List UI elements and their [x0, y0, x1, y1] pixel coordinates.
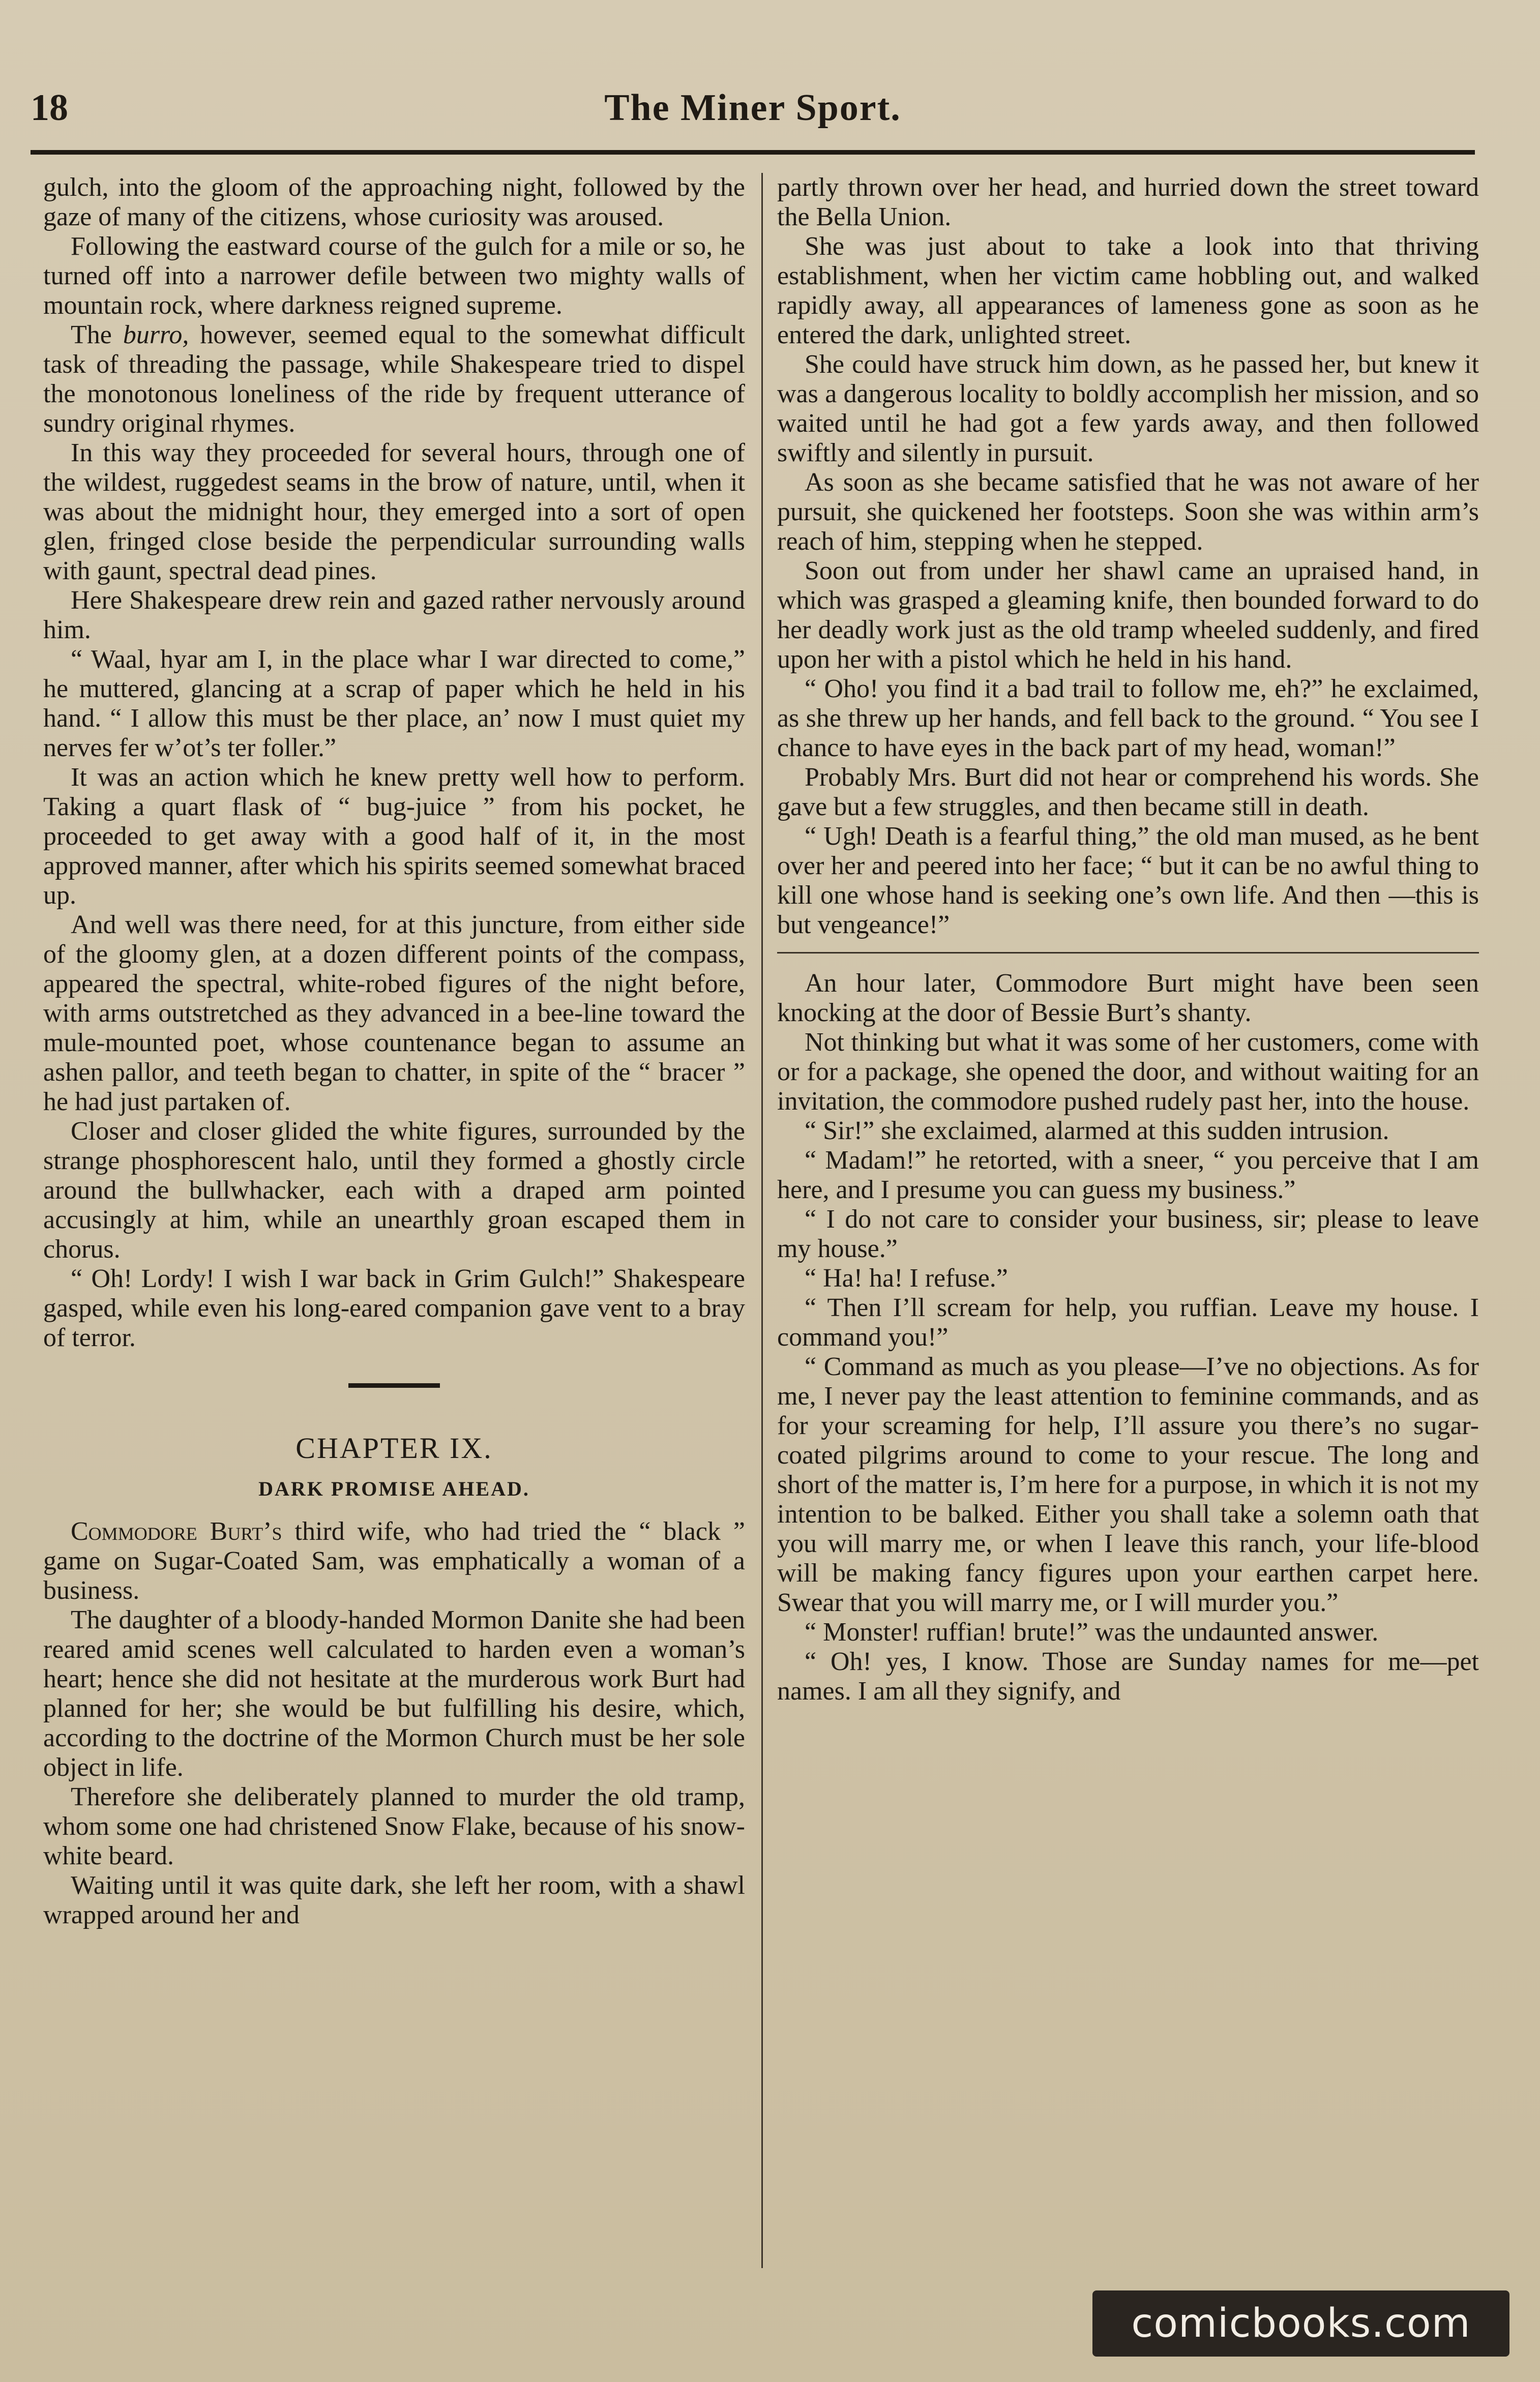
section-break-rule [348, 1383, 440, 1388]
paragraph: gulch, into the gloom of the approaching night, followed by the gaze of many of the citizens, whose curiosity was aroused. [43, 173, 745, 231]
paragraph: An hour later, Commodore Burt might have been seen knocking at the door of Bessie Burt’s shanty. [777, 969, 1479, 1027]
paragraph: Here Shakespeare drew rein and gazed rather nervously around him. [43, 586, 745, 644]
scene-break-rule [777, 952, 1479, 954]
paragraph: As soon as she became satisfied that he was not aware of her pursuit, she quickened her footsteps. Soon she was within arm’s reach of him, stepping when he stepped. [777, 468, 1479, 556]
paragraph: Therefore she deliberately planned to murder the old tramp, whom some one had christened Snow Flake, because of his snow-white beard. [43, 1782, 745, 1870]
paragraph: partly thrown over her head, and hurried down the street toward the Bella Union. [777, 173, 1479, 231]
page-number: 18 [31, 87, 68, 129]
paragraph: It was an action which he knew pretty well how to perform. Taking a quart flask of “ bug-juice ” from his pocket, he proceeded to get away with a good half of it, in the most approved manner, after which his spirits seemed somewhat braced up. [43, 763, 745, 910]
paragraph: The daughter of a bloody-handed Mormon Danite she had been reared amid scenes well calculated to harden even a woman’s heart; hence she did not hesitate at the murderous work Burt had planned for her; she would be but fulfilling his desire, which, according to the doctrine of the Mormon Church must be her sole object in life. [43, 1605, 745, 1782]
paragraph: “ Oh! yes, I know. Those are Sunday names for me—pet names. I am all they signify, and [777, 1647, 1479, 1706]
column-divider [761, 173, 763, 2268]
right-column [777, 173, 1479, 2299]
paragraph: “ Waal, hyar am I, in the place whar I war directed to come,” he muttered, glancing at a scrap of paper which he held in his hand. “ I allow this must be ther place, an’ now I must quiet my nerves fer w’ot’s ter foller.” [43, 645, 745, 762]
paragraph: “ Madam!” he retorted, with a sneer, “ you perceive that I am here, and I presume you can guess my business.” [777, 1146, 1479, 1204]
paragraph: “ Oho! you find it a bad trail to follow me, eh?” he exclaimed, as she threw up her hands, and fell back to the ground. “ You see I chance to have eyes in the back part of my head, woman!” [777, 674, 1479, 762]
left-column [43, 173, 745, 2299]
paragraph: In this way they proceeded for several hours, through one of the wildest, ruggedest seams in the brow of nature, until, when it was about the midnight hour, they emerged into a sort of open glen, fringed close beside the perpendicular surrounding walls with gaunt, spectral dead pines. [43, 438, 745, 585]
header-rule [31, 150, 1475, 155]
paragraph: Not thinking but what it was some of her customers, come with or for a package, she opened the door, and without waiting for an invitation, the commodore pushed rudely past her, into the house. [777, 1028, 1479, 1116]
paragraph: Following the eastward course of the gulch for a mile or so, he turned off into a narrower defile between two mighty walls of mountain rock, where darkness reigned supreme. [43, 232, 745, 320]
paragraph: Probably Mrs. Burt did not hear or comprehend his words. She gave but a few struggles, and then became still in death. [777, 763, 1479, 821]
paragraph: “ Ugh! Death is a fearful thing,” the old man mused, as he bent over her and peered into her face; “ but it can be no awful thing to kill one whose hand is seeking one’s own life. And then —this is but vengeance!” [777, 822, 1479, 939]
paragraph: She could have struck him down, as he passed her, but knew it was a dangerous locality to boldly accomplish her mission, and so waited until he had got a few yards away, and then followed swiftly and silently in pursuit. [777, 350, 1479, 467]
paragraph: “ Oh! Lordy! I wish I war back in Grim Gulch!” Shakespeare gasped, while even his long-eared companion gave vent to a bray of terror. [43, 1264, 745, 1352]
paragraph: Closer and closer glided the white figures, surrounded by the strange phosphorescent halo, until they formed a ghostly circle around the bullwhacker, each with a draped arm pointed accusingly at him, while an unearthly groan escaped them in chorus. [43, 1117, 745, 1264]
paragraph: “ Command as much as you please—I’ve no objections. As for me, I never pay the least attention to feminine commands, and as for your screaming for help, I’ll assure you there’s no sugar-coated pilgrims around to come to your rescue. The long and short of the matter is, I’m here for a purpose, in which it is not my intention to be balked. Either you shall take a solemn oath that you will marry me, or when I leave this ranch, your life-blood will be making fancy figures upon your earthen carpet here. Swear that you will marry me, or I will murder you.” [777, 1352, 1479, 1617]
paragraph: “ Monster! ruffian! brute!” was the undaunted answer. [805, 1618, 1379, 1647]
paragraph: The burro, however, seemed equal to the somewhat difficult task of threading the passage, while Shakespeare tried to dispel the monotonous loneliness of the ride by frequent utterance of sundry original rhymes. [43, 320, 745, 438]
site-watermark: comicbooks.com [1092, 2290, 1509, 2357]
paragraph: And well was there need, for at this juncture, from either side of the gloomy glen, at a dozen different points of the compass, appeared the spectral, white-robed figures of the night before, with arms outstretched as they advanced in a bee-line toward the mule-mounted poet, whose countenance began to assume an ashen pallor, and teeth began to chatter, in spite of the “ bracer ” he had just partaken of. [43, 910, 745, 1116]
paragraph: “ I do not care to consider your business, sir; please to leave my house.” [777, 1205, 1479, 1263]
page-header [31, 76, 1475, 142]
paragraph: “ Then I’ll scream for help, you ruffian. Leave my house. I command you!” [777, 1293, 1479, 1352]
chapter-subtitle: DARK PROMISE AHEAD. [258, 1477, 530, 1500]
italic-word: burro, [123, 320, 189, 349]
opening-smallcaps: Commodore Burt’s [71, 1517, 282, 1546]
paragraph: She was just about to take a look into that thriving establishment, when her victim came hobbling out, and walked rapidly away, all appearances of lameness gone as soon as he entered the dark, unlighted street. [777, 232, 1479, 349]
paragraph: “ Sir!” she exclaimed, alarmed at this sudden intrusion. [805, 1116, 1389, 1145]
paragraph: Waiting until it was quite dark, she left her room, with a shawl wrapped around her and [43, 1871, 745, 1929]
chapter-opening-paragraph: Commodore Burt’s third wife, who had tried the “ black ” game on Sugar-Coated Sam, was emphatically a woman of a business. [43, 1517, 745, 1605]
paragraph: “ Ha! ha! I refuse.” [805, 1264, 1008, 1293]
running-title: The Miner Sport. [604, 87, 901, 129]
chapter-title: CHAPTER IX. [295, 1432, 493, 1465]
paragraph: Soon out from under her shawl came an upraised hand, in which was grasped a gleaming knife, then bounded forward to do her deadly work just as the old tramp wheeled suddenly, and fired upon her with a pistol which he held in his hand. [777, 556, 1479, 674]
